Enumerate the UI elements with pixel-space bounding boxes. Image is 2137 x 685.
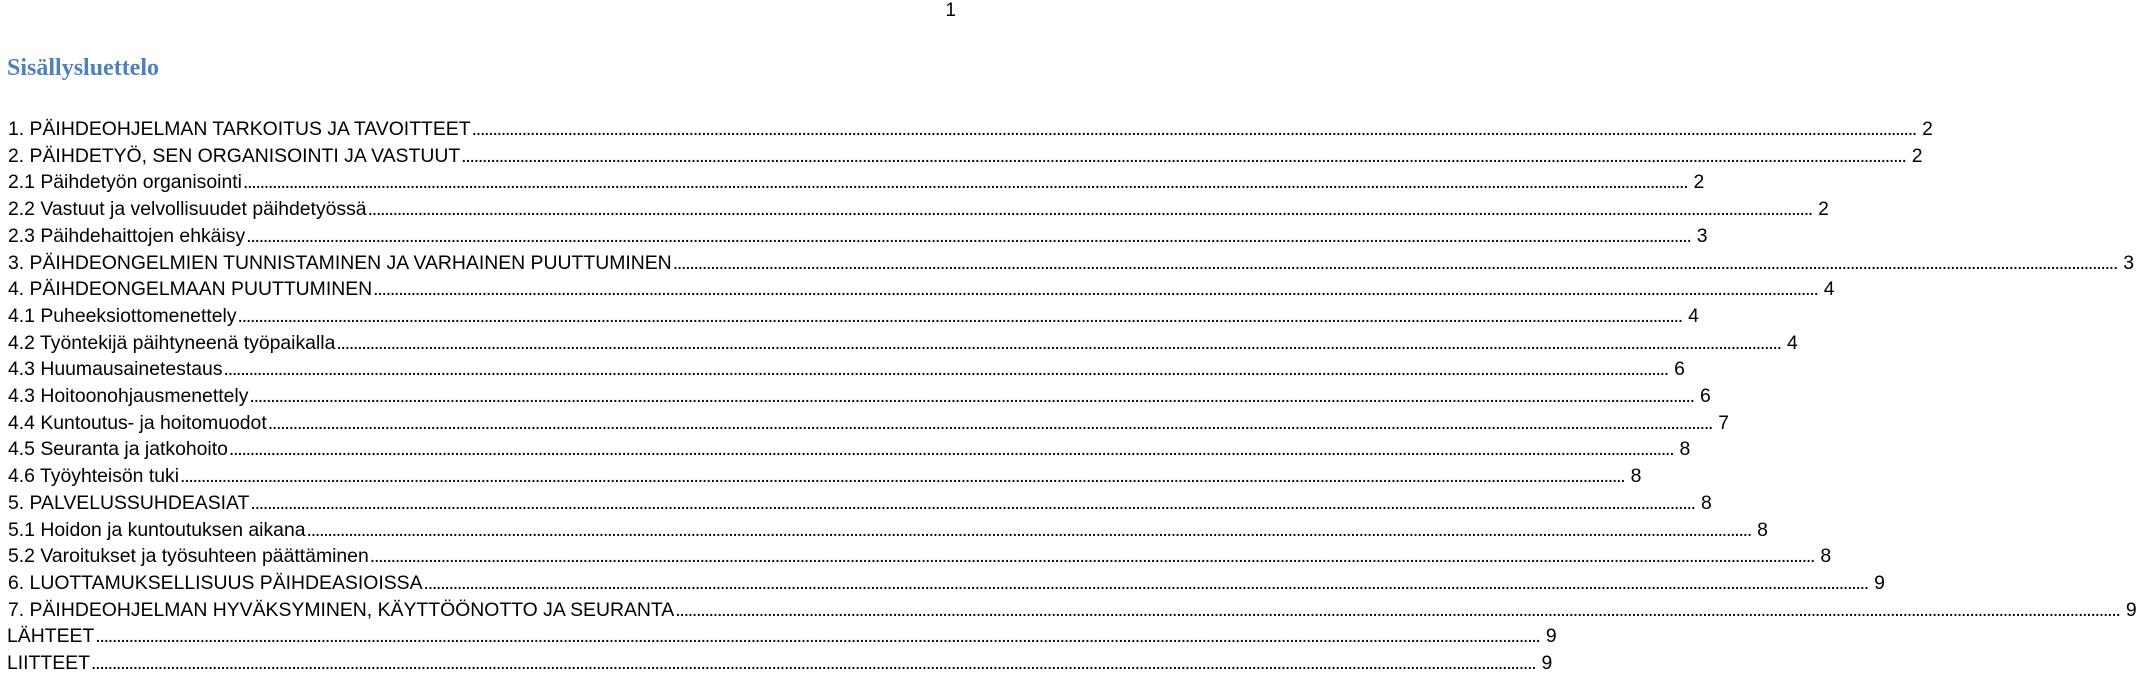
toc-entry-page: 2: [1693, 171, 1705, 194]
toc-entry-page: 4: [1823, 278, 1835, 301]
toc-entry[interactable]: [0, 463, 1642, 490]
toc-entry[interactable]: [0, 330, 1798, 357]
toc-entry-page: 8: [1630, 465, 1642, 488]
toc-entry[interactable]: [0, 570, 1885, 597]
dot-leader: [238, 303, 1681, 330]
toc-entry-text: 4.6 Työyhteisön tuki: [8, 465, 180, 488]
toc-entry[interactable]: [0, 196, 1829, 223]
dot-leader: [373, 276, 1816, 303]
toc-entry-text: 3. PÄIHDEONGELMIEN TUNNISTAMINEN JA VARHAINEN PUUTTUMINEN: [8, 251, 672, 274]
toc-entry-page: 9: [1541, 652, 1553, 674]
toc-entry[interactable]: [0, 410, 1730, 437]
toc-entry[interactable]: [0, 250, 2135, 277]
toc-entry[interactable]: [0, 597, 2137, 624]
toc-entry-page: 7: [1718, 411, 1730, 434]
toc-entry-text: LÄHTEET: [7, 625, 95, 648]
dot-leader: [472, 116, 1915, 143]
toc-entry-text: 2.1 Päihdetyön organisointi: [8, 171, 242, 194]
toc-title: Sisällysluettelo: [7, 55, 160, 81]
dot-leader: [229, 436, 1672, 463]
dot-leader: [424, 570, 1867, 597]
toc-entry-page: 9: [1545, 625, 1557, 648]
toc-entry[interactable]: [0, 303, 1699, 330]
toc-entry-page: 2: [1922, 118, 1933, 140]
toc-entry-text: LIITTEET: [7, 652, 90, 674]
toc-entry-text: 1. PÄIHDEOHJELMAN TARKOITUS JA TAVOITTEET: [8, 118, 471, 140]
toc-entry[interactable]: [0, 383, 1711, 410]
toc-entry-text: 5.2 Varoitukset ja työsuhteen päättäminen: [8, 545, 369, 568]
toc-entry-page: 3: [2123, 251, 2135, 274]
toc-entry[interactable]: [0, 143, 1923, 170]
dot-leader: [250, 490, 1693, 517]
toc-entry-text: 5.1 Hoidon ja kuntoutuksen aikana: [8, 518, 306, 541]
toc-entry-page: 8: [1679, 438, 1691, 461]
toc-entry-page: 6: [1674, 358, 1685, 381]
dot-leader: [368, 196, 1811, 223]
toc-entry-text: 2. PÄIHDETYÖ, SEN ORGANISOINTI JA VASTUUT: [8, 144, 461, 167]
toc-entry-page: 4: [1786, 331, 1798, 354]
toc-entry-page: 9: [1874, 571, 1885, 594]
toc-entry-text: 6. LUOTTAMUKSELLISUUS PÄIHDEASIOISSA: [8, 571, 423, 594]
toc-entry[interactable]: [0, 623, 1557, 650]
dot-leader: [673, 250, 2116, 277]
dot-leader: [95, 623, 1538, 650]
toc-entry-text: 4.4 Kuntoutus- ja hoitomuodot: [8, 411, 267, 434]
toc-entry[interactable]: [0, 650, 1553, 677]
toc-entry-text: 7. PÄIHDEOHJELMAN HYVÄKSYMINEN, KÄYTTÖÖNOTTO JA SEURANTA: [8, 598, 675, 621]
toc-entry-text: 4.1 Puheeksiottomenettely: [8, 304, 237, 327]
toc-entry[interactable]: [0, 276, 1835, 303]
toc-entry[interactable]: [0, 116, 1933, 143]
toc-entry-text: 4.3 Huumausainetestaus: [8, 358, 223, 381]
toc-entry-page: 9: [2125, 598, 2137, 621]
toc-entry-text: 4.2 Työntekijä päihtyneenä työpaikalla: [8, 331, 336, 354]
toc-entry-page: 8: [1820, 545, 1832, 568]
toc-entry-page: 2: [1911, 144, 1923, 167]
toc-entry-page: 8: [1757, 518, 1768, 541]
dot-leader: [336, 330, 1779, 357]
dot-leader: [268, 410, 1711, 437]
dot-leader: [91, 650, 1534, 677]
toc-entry-text: 2.2 Vastuut ja velvollisuudet päihdetyössä: [8, 198, 367, 221]
dot-leader: [461, 143, 1904, 170]
toc-entry[interactable]: [0, 223, 1708, 250]
toc-entry[interactable]: [0, 436, 1691, 463]
page-number: 1: [945, 0, 956, 21]
toc-entry-page: 6: [1699, 385, 1711, 407]
dot-leader: [307, 517, 1750, 544]
toc-entry[interactable]: [0, 490, 1712, 517]
toc-entry-text: 4. PÄIHDEONGELMAAN PUUTTUMINEN: [8, 278, 373, 301]
dot-leader: [246, 223, 1689, 250]
toc-entry[interactable]: [0, 517, 1768, 544]
dot-leader: [243, 169, 1686, 196]
dot-leader: [224, 356, 1667, 383]
toc-entry-text: 5. PALVELUSSUHDEASIAT: [8, 491, 250, 514]
toc-entry-page: 4: [1688, 304, 1699, 327]
toc-entry-page: 2: [1818, 198, 1829, 221]
toc-entry-text: 4.3 Hoitoonohjausmenettely: [8, 385, 249, 407]
toc-entry[interactable]: [0, 356, 1685, 383]
toc-entry-text: 4.5 Seuranta ja jatkohoito: [8, 438, 228, 461]
toc-entry[interactable]: [0, 543, 1832, 570]
dot-leader: [370, 543, 1813, 570]
toc-entry-page: 8: [1700, 491, 1712, 514]
dot-leader: [675, 597, 2118, 624]
dot-leader: [249, 383, 1692, 410]
toc-entry[interactable]: [0, 169, 1705, 196]
toc-entry-page: 3: [1696, 224, 1708, 247]
toc-entry-text: 2.3 Päihdehaittojen ehkäisy: [8, 224, 246, 247]
dot-leader: [180, 463, 1623, 490]
